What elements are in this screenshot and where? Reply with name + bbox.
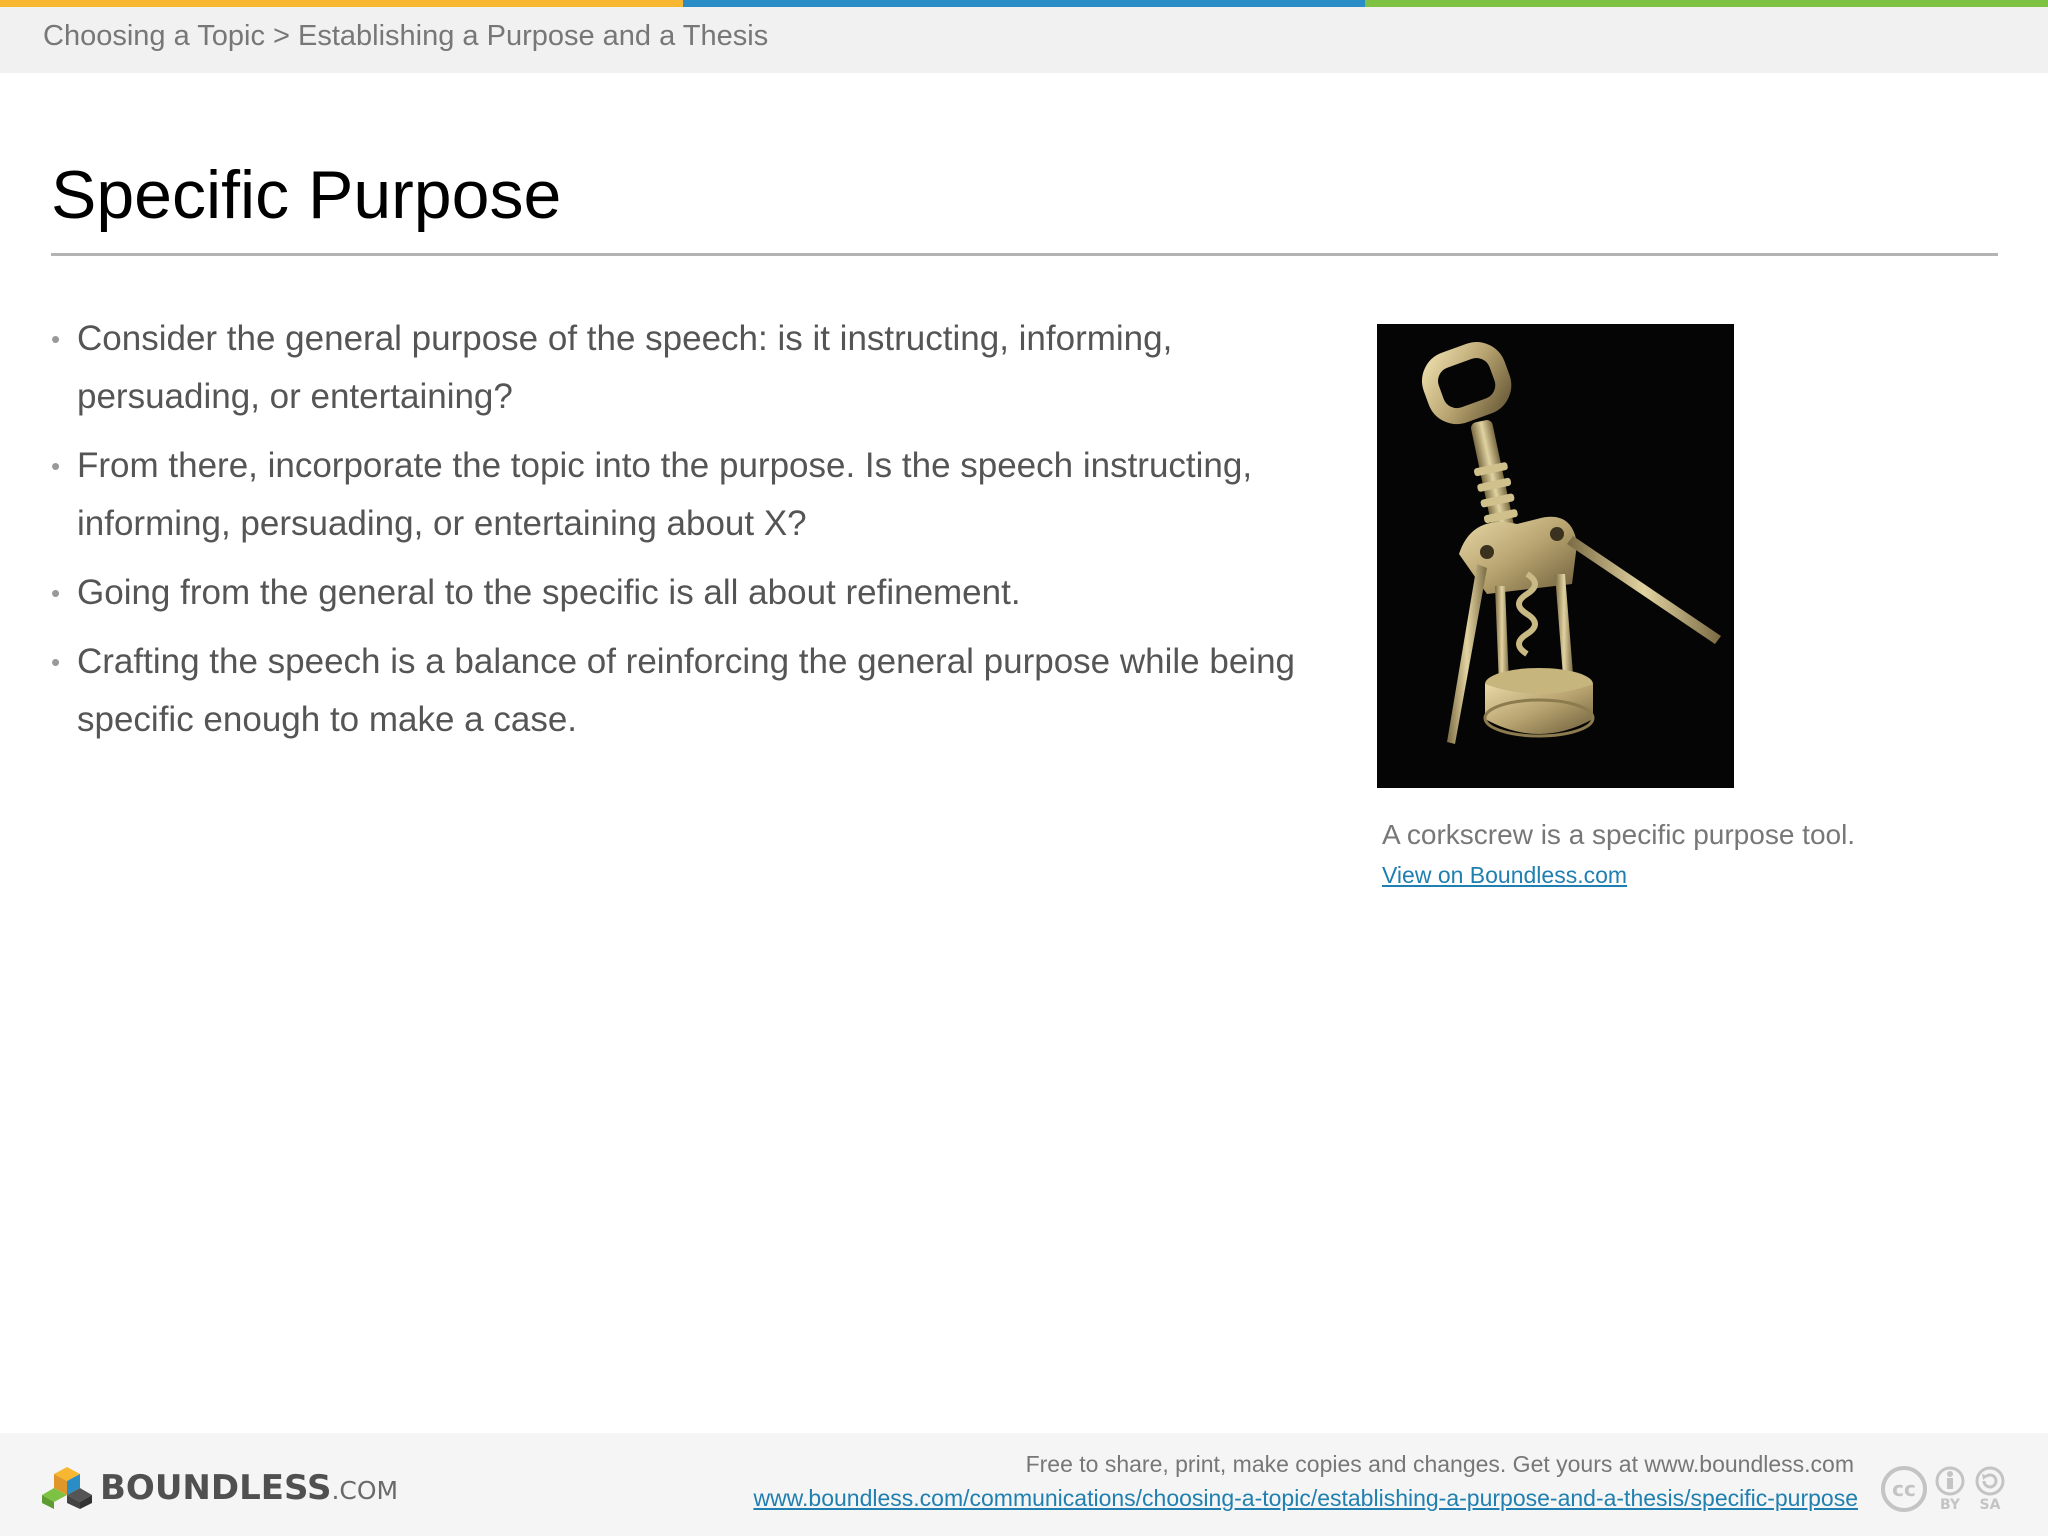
bullet-text: Crafting the speech is a balance of reinforcing the general purpose while being specific enough to make a case. [77, 642, 1295, 739]
stripe-blue [683, 0, 1366, 7]
boundless-logo-text: BOUNDLESS.COM [100, 1468, 399, 1508]
svg-text:cc: cc [1892, 1477, 1916, 1501]
breadcrumb-bar [0, 7, 2048, 73]
bullet-item [51, 564, 1301, 622]
footer-share-note: Free to share, print, make copies and changes. Get yours at www.boundless.com [1025, 1451, 1854, 1477]
bullet-dot-icon: • [51, 647, 61, 677]
cc-icon [1880, 1465, 1928, 1513]
bullet-text: Going from the general to the specific is all about refinement. [77, 573, 1021, 612]
corkscrew-photo [1377, 324, 1734, 788]
page-title: Specific Purpose [51, 157, 562, 233]
sa-icon [1974, 1465, 2006, 1497]
bullet-item [51, 437, 1301, 553]
stripe-green [1365, 0, 2048, 7]
view-on-boundless-link[interactable]: View on Boundless.com [1382, 862, 1628, 888]
sa-label: SA [1979, 1497, 2001, 1513]
boundless-cube-icon [42, 1465, 92, 1511]
top-color-stripe [0, 0, 2048, 7]
bullet-text: From there, incorporate the topic into the purpose. Is the speech instructing, informing, persuading, or entertaining about X? [77, 446, 1253, 543]
bullet-item [51, 310, 1301, 426]
stripe-orange [0, 0, 683, 7]
footer-page-url-link[interactable]: www.boundless.com/communications/choosing-a-topic/establishing-a-purpose-and-a-thesis/specific-purpose [753, 1485, 1858, 1511]
figure-caption: A corkscrew is a specific purpose tool. [1382, 819, 1856, 850]
breadcrumb: Choosing a Topic > Establishing a Purpose and a Thesis [43, 20, 769, 52]
cc-license-badges[interactable] [1880, 1465, 2006, 1513]
by-badge [1934, 1465, 1966, 1513]
by-label: BY [1939, 1497, 1961, 1513]
title-divider [51, 253, 1998, 256]
sa-badge [1974, 1465, 2006, 1513]
bullet-item [51, 633, 1301, 749]
bullet-dot-icon: • [51, 324, 61, 354]
bullet-text: Consider the general purpose of the speech: is it instructing, informing, persuading, or entertaining? [77, 319, 1173, 416]
by-icon [1934, 1465, 1966, 1497]
bullet-dot-icon: • [51, 451, 61, 481]
footer [0, 1433, 2048, 1536]
bullet-list [51, 310, 1301, 760]
boundless-logo[interactable] [42, 1465, 398, 1511]
corkscrew-illustration [1377, 324, 1734, 788]
bullet-dot-icon: • [51, 578, 61, 608]
